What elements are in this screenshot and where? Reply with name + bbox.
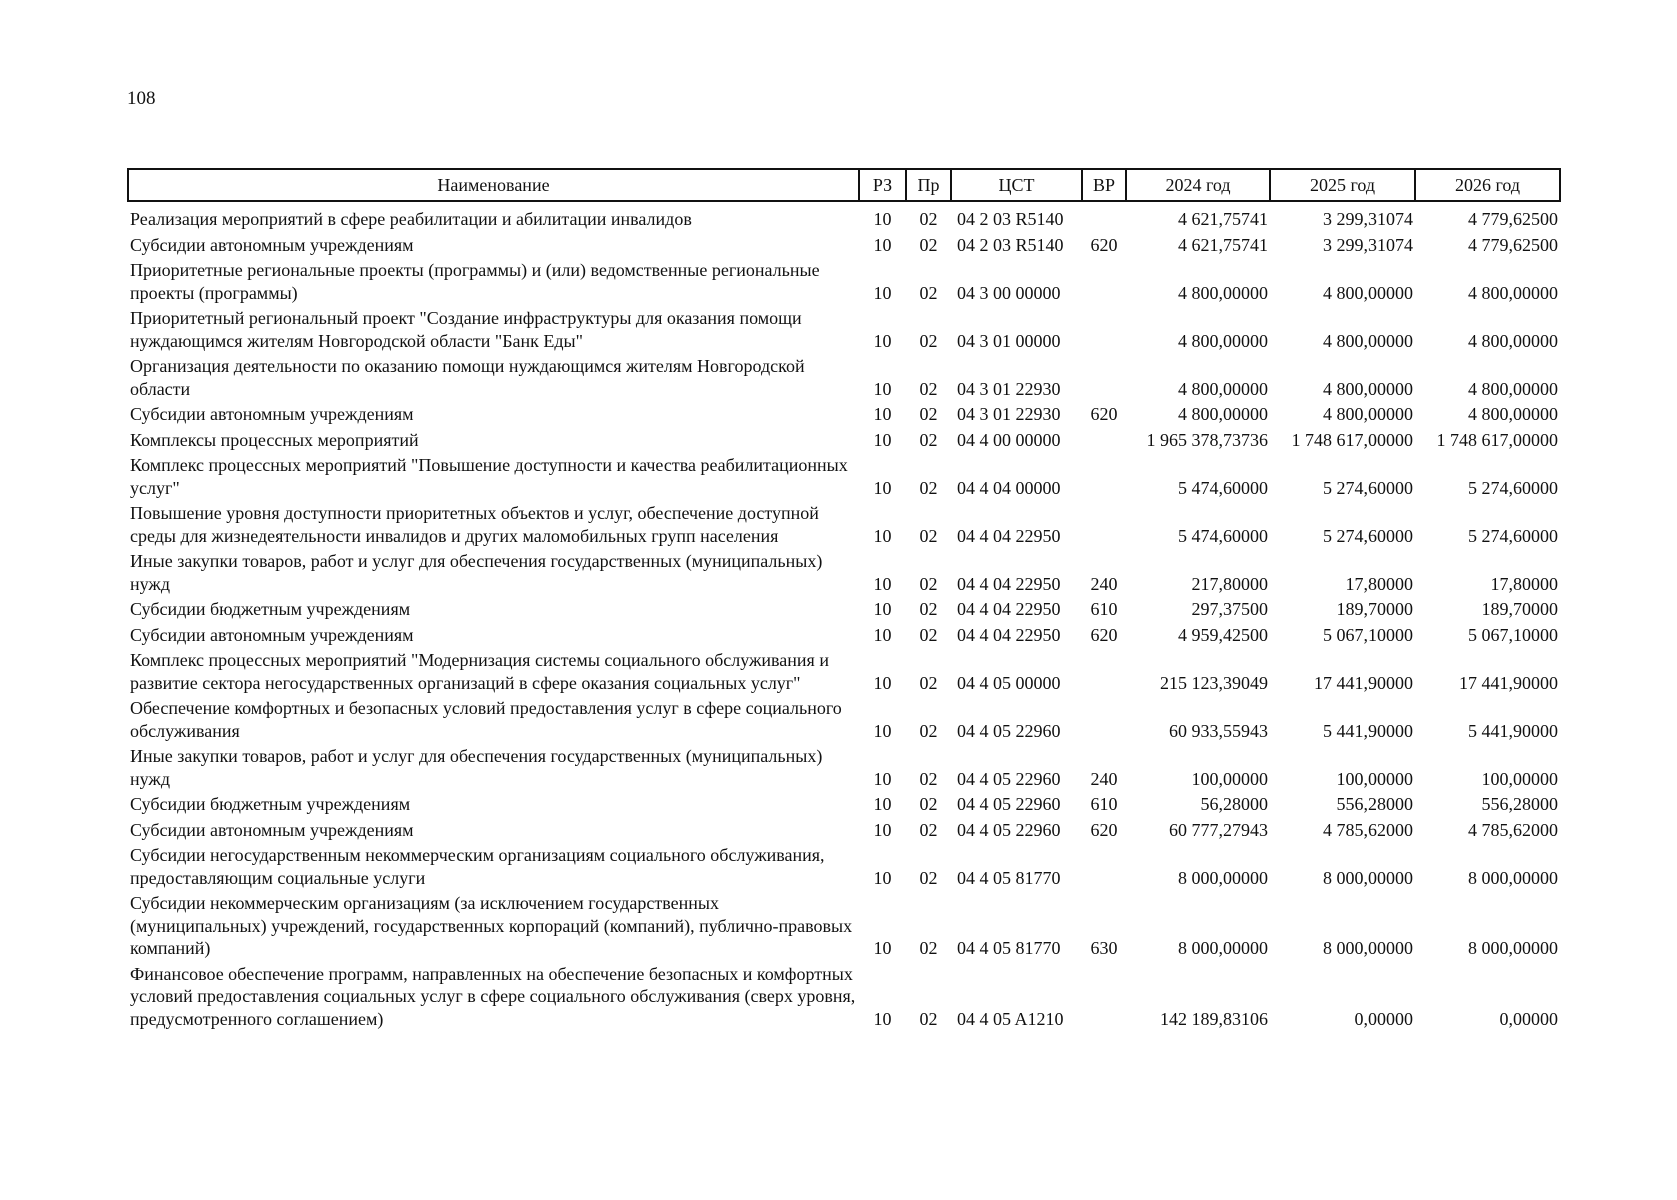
cell-2024: 142 189,83106 (1160, 1008, 1268, 1029)
cell-2025: 1 748 617,00000 (1291, 429, 1413, 450)
cell-2026: 100,00000 (1481, 768, 1558, 789)
table-row (128, 352, 1560, 400)
header-pr: Пр (906, 169, 951, 201)
cell-vr (1082, 256, 1126, 304)
cell-vr (1082, 352, 1126, 400)
cell-pr: 02 (919, 1008, 938, 1029)
table-row (128, 400, 1560, 426)
cell-rz: 10 (873, 624, 892, 645)
cell-rz: 10 (873, 404, 892, 424)
cell-2024: 215 123,39049 (1160, 672, 1268, 693)
cell-name: Субсидии автономным учреждениям (130, 624, 414, 645)
cell-name: Иные закупки товаров, работ и услуг для обеспечения государственных (муниципальных) нужд (130, 746, 823, 789)
cell-rz: 10 (873, 525, 892, 546)
cell-name: Приоритетный региональный проект "Создание инфраструктуры для оказания помощи нуждающимся жителям Новгородской области "Банк Еды" (130, 308, 802, 351)
table-row (128, 790, 1560, 816)
cell-pr: 02 (919, 867, 938, 888)
cell-2024: 4 800,00000 (1178, 330, 1268, 351)
cell-name: Субсидии автономным учреждениям (130, 404, 414, 424)
cell-cst: 04 4 04 00000 (957, 477, 1061, 498)
cell-2025: 4 800,00000 (1323, 404, 1413, 424)
cell-rz: 10 (873, 429, 892, 450)
cell-2024: 4 959,42500 (1178, 624, 1268, 645)
cell-rz: 10 (873, 477, 892, 498)
cell-2024: 60 933,55943 (1169, 720, 1268, 741)
header-2024: 2024 год (1126, 169, 1270, 201)
cell-2025: 5 274,60000 (1323, 525, 1413, 546)
cell-2025: 17,80000 (1345, 573, 1413, 594)
cell-rz: 10 (873, 768, 892, 789)
cell-pr: 02 (919, 404, 938, 424)
cell-cst: 04 4 05 22960 (957, 720, 1061, 741)
cell-2025: 100,00000 (1336, 768, 1413, 789)
table-row (128, 742, 1560, 790)
table-row (128, 256, 1560, 304)
table-row (128, 889, 1560, 960)
cell-2025: 556,28000 (1336, 794, 1413, 814)
cell-2024: 297,37500 (1191, 599, 1268, 619)
cell-2024: 5 474,60000 (1178, 477, 1268, 498)
header-vr: ВР (1082, 169, 1126, 201)
cell-2024: 4 621,75741 (1178, 209, 1268, 229)
cell-pr: 02 (919, 234, 938, 255)
cell-name: Приоритетные региональные проекты (программы) и (или) ведомственные региональные проекты (программы) (130, 260, 820, 303)
cell-vr (1082, 694, 1126, 742)
cell-vr (1082, 201, 1126, 231)
header-name: Наименование (128, 169, 859, 201)
cell-rz: 10 (873, 1008, 892, 1029)
cell-vr (1082, 426, 1126, 452)
cell-cst: 04 4 05 22960 (957, 819, 1061, 840)
table-row (128, 499, 1560, 547)
header-rz: РЗ (859, 169, 906, 201)
cell-vr (1082, 304, 1126, 352)
table-row (128, 426, 1560, 452)
cell-2025: 4 800,00000 (1323, 282, 1413, 303)
cell-vr: 630 (1090, 938, 1118, 958)
cell-vr: 240 (1090, 768, 1118, 789)
table-row (128, 201, 1560, 231)
cell-rz: 10 (873, 234, 892, 255)
cell-2024: 4 800,00000 (1178, 404, 1268, 424)
cell-vr: 610 (1090, 794, 1118, 814)
cell-2024: 8 000,00000 (1178, 938, 1268, 958)
header-cst: ЦСТ (951, 169, 1082, 201)
cell-pr: 02 (919, 938, 938, 958)
cell-pr: 02 (919, 768, 938, 789)
cell-vr (1082, 451, 1126, 499)
cell-rz: 10 (873, 599, 892, 619)
cell-rz: 10 (873, 282, 892, 303)
cell-2026: 8 000,00000 (1468, 867, 1558, 888)
cell-2026: 4 800,00000 (1468, 378, 1558, 399)
cell-vr: 240 (1090, 573, 1118, 594)
cell-2025: 4 800,00000 (1323, 378, 1413, 399)
table-row (128, 304, 1560, 352)
cell-cst: 04 3 01 00000 (957, 330, 1061, 351)
cell-name: Организация деятельности по оказанию помощи нуждающимся жителям Новгородской области (130, 356, 805, 399)
cell-pr: 02 (919, 794, 938, 814)
cell-2025: 5 441,90000 (1323, 720, 1413, 741)
cell-cst: 04 4 05 A1210 (957, 1008, 1064, 1029)
cell-2025: 189,70000 (1336, 599, 1413, 619)
cell-2026: 5 274,60000 (1468, 477, 1558, 498)
cell-vr: 620 (1090, 624, 1118, 645)
cell-pr: 02 (919, 672, 938, 693)
cell-2024: 60 777,27943 (1169, 819, 1268, 840)
cell-name: Субсидии некоммерческим организациям (за исключением государственных (муниципальных) учреждений, государственных корпораций (компаний), публично-правовых компаний) (130, 893, 853, 958)
cell-2025: 5 067,10000 (1323, 624, 1413, 645)
table-row (128, 231, 1560, 257)
cell-pr: 02 (919, 599, 938, 619)
cell-cst: 04 4 04 22950 (957, 599, 1061, 619)
table-row (128, 595, 1560, 621)
cell-name: Субсидии негосударственным некоммерческим организациям социального обслуживания, предоставляющим социальные услуги (130, 845, 825, 888)
cell-cst: 04 4 04 22950 (957, 624, 1061, 645)
page-number: 108 (127, 88, 156, 109)
cell-cst: 04 2 03 R5140 (957, 209, 1064, 229)
cell-rz: 10 (873, 867, 892, 888)
budget-table (127, 168, 1561, 1030)
cell-name: Обеспечение комфортных и безопасных условий предоставления услуг в сфере социального обслуживания (130, 698, 842, 741)
cell-cst: 04 4 00 00000 (957, 429, 1061, 450)
cell-2024: 56,28000 (1200, 794, 1268, 814)
table-row (128, 960, 1560, 1031)
cell-2026: 5 441,90000 (1468, 720, 1558, 741)
cell-rz: 10 (873, 378, 892, 399)
table-row (128, 646, 1560, 694)
cell-pr: 02 (919, 720, 938, 741)
cell-rz: 10 (873, 672, 892, 693)
cell-rz: 10 (873, 819, 892, 840)
header-2025: 2025 год (1270, 169, 1415, 201)
cell-cst: 04 4 04 22950 (957, 573, 1061, 594)
cell-2025: 0,00000 (1354, 1008, 1413, 1029)
cell-pr: 02 (919, 330, 938, 351)
cell-2026: 4 779,62500 (1468, 209, 1558, 229)
cell-2026: 4 800,00000 (1468, 330, 1558, 351)
cell-vr: 620 (1090, 234, 1118, 255)
cell-name: Субсидии автономным учреждениям (130, 234, 414, 255)
cell-2025: 3 299,31074 (1323, 234, 1413, 255)
cell-2025: 4 785,62000 (1323, 819, 1413, 840)
cell-2025: 5 274,60000 (1323, 477, 1413, 498)
cell-2026: 17 441,90000 (1459, 672, 1558, 693)
cell-name: Субсидии бюджетным учреждениям (130, 599, 411, 619)
cell-name: Иные закупки товаров, работ и услуг для обеспечения государственных (муниципальных) нужд (130, 551, 823, 594)
cell-2024: 5 474,60000 (1178, 525, 1268, 546)
cell-2026: 8 000,00000 (1468, 938, 1558, 958)
table-body (128, 201, 1560, 1030)
cell-vr (1082, 646, 1126, 694)
cell-2025: 8 000,00000 (1323, 867, 1413, 888)
cell-cst: 04 4 05 00000 (957, 672, 1061, 693)
cell-2024: 8 000,00000 (1178, 867, 1268, 888)
header-2026: 2026 год (1415, 169, 1560, 201)
cell-vr: 610 (1090, 599, 1118, 619)
cell-2026: 4 800,00000 (1468, 282, 1558, 303)
cell-2025: 17 441,90000 (1314, 672, 1413, 693)
cell-vr (1082, 841, 1126, 889)
cell-cst: 04 2 03 R5140 (957, 234, 1064, 255)
cell-2024: 100,00000 (1191, 768, 1268, 789)
table-row (128, 694, 1560, 742)
cell-cst: 04 3 01 22930 (957, 404, 1061, 424)
cell-pr: 02 (919, 282, 938, 303)
cell-cst: 04 3 01 22930 (957, 378, 1061, 399)
table-row (128, 816, 1560, 842)
cell-pr: 02 (919, 573, 938, 594)
cell-2026: 189,70000 (1481, 599, 1558, 619)
cell-rz: 10 (873, 573, 892, 594)
cell-cst: 04 4 05 22960 (957, 794, 1061, 814)
cell-2025: 4 800,00000 (1323, 330, 1413, 351)
table-row (128, 841, 1560, 889)
cell-2026: 4 800,00000 (1468, 404, 1558, 424)
cell-name: Финансовое обеспечение программ, направленных на обеспечение безопасных и комфортных условий предоставления социальных услуг в сфере социального обслуживания (сверх уровня, предусмотренного соглашением) (130, 963, 856, 1029)
cell-name: Повышение уровня доступности приоритетных объектов и услуг, обеспечение доступной среды для жизнедеятельности инвалидов и других маломобильных групп населения (130, 503, 819, 546)
cell-pr: 02 (919, 624, 938, 645)
table-row (128, 451, 1560, 499)
cell-2025: 3 299,31074 (1323, 209, 1413, 229)
cell-pr: 02 (919, 429, 938, 450)
cell-cst: 04 4 05 81770 (957, 867, 1061, 888)
cell-pr: 02 (919, 525, 938, 546)
cell-2026: 4 779,62500 (1468, 234, 1558, 255)
cell-rz: 10 (873, 938, 892, 958)
cell-2024: 1 965 378,73736 (1146, 429, 1268, 450)
cell-pr: 02 (919, 477, 938, 498)
cell-2024: 4 800,00000 (1178, 378, 1268, 399)
cell-rz: 10 (873, 720, 892, 741)
cell-2026: 17,80000 (1490, 573, 1558, 594)
cell-cst: 04 4 05 81770 (957, 938, 1061, 958)
table-row (128, 621, 1560, 647)
cell-2024: 4 621,75741 (1178, 234, 1268, 255)
cell-2026: 5 067,10000 (1468, 624, 1558, 645)
cell-name: Комплексы процессных мероприятий (130, 429, 419, 450)
cell-2026: 0,00000 (1499, 1008, 1558, 1029)
cell-name: Субсидии бюджетным учреждениям (130, 794, 411, 814)
cell-cst: 04 4 04 22950 (957, 525, 1061, 546)
cell-vr: 620 (1090, 819, 1118, 840)
table-header (128, 169, 1560, 201)
cell-name: Реализация мероприятий в сфере реабилитации и абилитации инвалидов (130, 209, 692, 229)
cell-vr (1082, 960, 1126, 1031)
cell-name: Комплекс процессных мероприятий "Модернизация системы социального обслуживания и развитие сектора негосударственных организаций в сфере оказания социальных услуг" (130, 650, 829, 693)
cell-cst: 04 4 05 22960 (957, 768, 1061, 789)
cell-cst: 04 3 00 00000 (957, 282, 1061, 303)
cell-vr: 620 (1090, 404, 1118, 424)
cell-rz: 10 (873, 209, 892, 229)
cell-2024: 4 800,00000 (1178, 282, 1268, 303)
cell-2026: 4 785,62000 (1468, 819, 1558, 840)
cell-name: Комплекс процессных мероприятий "Повышение доступности и качества реабилитационных услуг" (130, 455, 848, 498)
cell-pr: 02 (919, 819, 938, 840)
cell-pr: 02 (919, 209, 938, 229)
cell-name: Субсидии автономным учреждениям (130, 819, 414, 840)
cell-2026: 1 748 617,00000 (1436, 429, 1558, 450)
cell-2024: 217,80000 (1191, 573, 1268, 594)
cell-pr: 02 (919, 378, 938, 399)
cell-2026: 556,28000 (1481, 794, 1558, 814)
cell-2026: 5 274,60000 (1468, 525, 1558, 546)
cell-vr (1082, 499, 1126, 547)
cell-rz: 10 (873, 794, 892, 814)
table-row (128, 547, 1560, 595)
cell-2025: 8 000,00000 (1323, 938, 1413, 958)
cell-rz: 10 (873, 330, 892, 351)
